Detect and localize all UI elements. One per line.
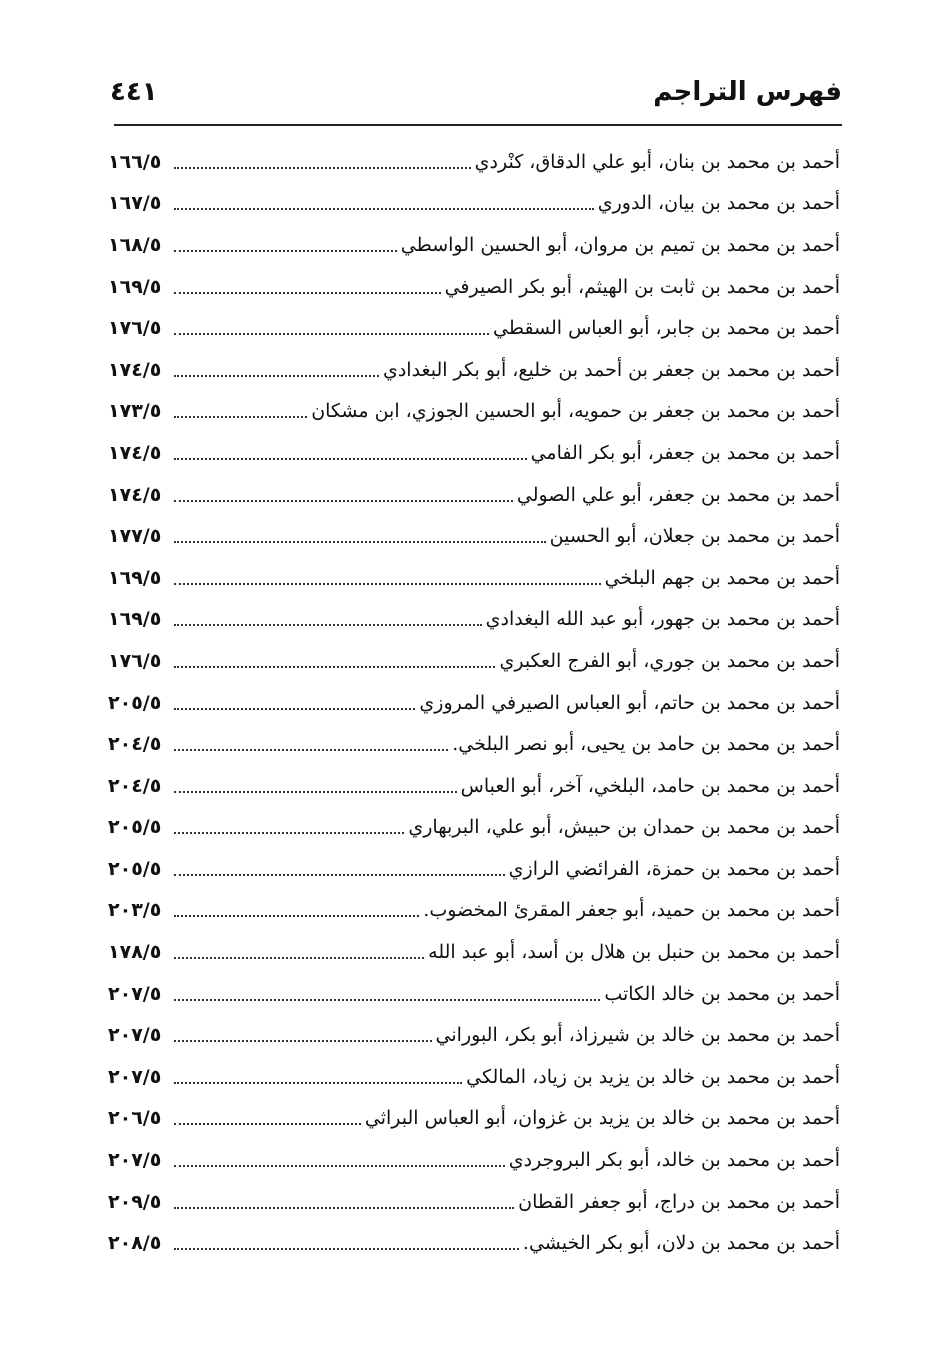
index-entry — [108, 391, 840, 433]
entry-name: أحمد بن محمد بن خالد بن يزيد بن زياد، المالكي — [466, 1065, 840, 1088]
dot-leader — [174, 208, 594, 210]
entry-page-reference: ٢٠٧/٥ — [108, 1024, 162, 1047]
index-entry — [108, 1222, 840, 1264]
dot-leader — [174, 708, 415, 710]
entry-page-reference: ١٧٣/٥ — [108, 400, 162, 423]
index-entry — [108, 807, 840, 849]
entry-name: أحمد بن محمد بن دراج، أبو جعفر القطان — [518, 1190, 840, 1213]
dot-leader — [174, 957, 424, 959]
entry-page-reference: ٢٠٧/٥ — [108, 1065, 162, 1088]
dot-leader — [174, 791, 457, 793]
dot-leader — [174, 666, 495, 668]
entry-name: أحمد بن محمد بن جعفر بن أحمد بن خليع، أبو بكر البغدادي — [382, 358, 840, 381]
entry-page-reference: ١٦٨/٥ — [108, 233, 162, 256]
entry-name: أحمد بن محمد بن تميم بن مروان، أبو الحسين الواسطي — [400, 233, 840, 256]
entry-name: أحمد بن محمد بن جابر، أبو العباس السقطي — [493, 317, 840, 340]
dot-leader — [174, 375, 379, 377]
entry-page-reference: ١٧٤/٥ — [108, 483, 162, 506]
index-entry — [108, 682, 840, 724]
entry-name: أحمد بن محمد بن جوري، أبو الفرج العكبري — [499, 649, 840, 672]
page-header — [110, 72, 842, 112]
dot-leader — [174, 500, 513, 502]
dot-leader — [174, 167, 471, 169]
index-entry — [108, 1181, 840, 1223]
entry-page-reference: ٢٠٤/٥ — [108, 733, 162, 756]
dot-leader — [174, 1082, 462, 1084]
entry-page-reference: ٢٠٦/٥ — [108, 1107, 162, 1130]
index-entry — [108, 931, 840, 973]
entry-name: أحمد بن محمد بن ثابت بن الهيثم، أبو بكر الصيرفي — [444, 275, 840, 298]
header-rule — [114, 124, 842, 126]
entry-name: أحمد بن محمد بن حامد، البلخي، آخر، أبو العباس — [460, 774, 840, 797]
entry-page-reference: ٢٠٥/٥ — [108, 816, 162, 839]
entry-page-reference: ٢٠٩/٥ — [108, 1190, 162, 1213]
running-title: فهرس التراجم — [653, 77, 842, 107]
index-entry — [108, 765, 840, 807]
entry-name: أحمد بن محمد بن حنبل بن هلال بن أسد، أبو عبد الله — [428, 941, 840, 964]
index-entry — [108, 141, 840, 183]
dot-leader — [174, 832, 404, 834]
dot-leader — [174, 915, 419, 917]
entry-name: أحمد بن محمد بن جعفر، أبو بكر الفامي — [530, 441, 840, 464]
index-entry — [108, 973, 840, 1015]
index-entry — [108, 432, 840, 474]
index-entry — [108, 266, 840, 308]
entry-name: أحمد بن محمد بن بنان، أبو علي الدقاق، كنْردي — [474, 150, 840, 173]
entry-name: أحمد بن محمد بن جعفر بن حمويه، أبو الحسين الجوزي، ابن مشكان — [311, 400, 840, 423]
entry-name: أحمد بن محمد بن خالد الكاتب — [604, 982, 840, 1005]
index-entry — [108, 474, 840, 516]
entry-page-reference: ١٧٨/٥ — [108, 941, 162, 964]
entry-page-reference: ٢٠٤/٥ — [108, 774, 162, 797]
entry-page-reference: ١٧٤/٥ — [108, 441, 162, 464]
dot-leader — [174, 874, 505, 876]
entry-name: أحمد بن محمد بن خالد بن شيرزاذ، أبو بكر، البوراني — [435, 1024, 840, 1047]
entry-page-reference: ١٧٧/٥ — [108, 525, 162, 548]
dot-leader — [174, 1040, 432, 1042]
entry-page-reference: ١٦٧/٥ — [108, 192, 162, 215]
entry-page-reference: ٢٠٧/٥ — [108, 982, 162, 1005]
dot-leader — [174, 999, 600, 1001]
entry-page-reference: ١٦٩/٥ — [108, 608, 162, 631]
entry-page-reference: ١٦٩/٥ — [108, 566, 162, 589]
dot-leader — [174, 1123, 361, 1125]
dot-leader — [174, 333, 489, 335]
index-entries — [108, 141, 840, 1264]
entry-name: أحمد بن محمد بن حمدان بن حبيش، أبو علي، البربهاري — [408, 816, 840, 839]
entry-name: أحمد بن محمد بن حميد، أبو جعفر المقرئ المخضوب. — [423, 899, 840, 922]
entry-page-reference: ١٦٦/٥ — [108, 150, 162, 173]
index-entry — [108, 890, 840, 932]
entry-page-reference: ٢٠٧/٥ — [108, 1149, 162, 1172]
entry-name: أحمد بن محمد بن بيان، الدوري — [597, 192, 840, 215]
entry-name: أحمد بن محمد بن حاتم، أبو العباس الصيرفي المروزي — [419, 691, 840, 714]
entry-name: أحمد بن محمد بن خالد بن يزيد بن غزوان، أبو العباس البراثي — [364, 1107, 840, 1130]
index-entry — [108, 1056, 840, 1098]
dot-leader — [174, 416, 307, 418]
dot-leader — [174, 541, 546, 543]
entry-name: أحمد بن محمد بن جهور، أبو عبد الله البغدادي — [485, 608, 840, 631]
entry-page-reference: ١٧٦/٥ — [108, 317, 162, 340]
index-entry — [108, 224, 840, 266]
index-entry — [108, 1014, 840, 1056]
entry-name: أحمد بن محمد بن خالد، أبو بكر البروجردي — [508, 1149, 840, 1172]
entry-name: أحمد بن محمد بن جعلان، أبو الحسين — [549, 525, 840, 548]
index-entry — [108, 1098, 840, 1140]
entry-page-reference: ٢٠٣/٥ — [108, 899, 162, 922]
page-number: ٤٤١ — [110, 77, 158, 107]
index-entry — [108, 848, 840, 890]
entry-page-reference: ٢٠٨/٥ — [108, 1232, 162, 1255]
dot-leader — [174, 1248, 519, 1250]
entry-name: أحمد بن محمد بن حمزة، الفرائضي الرازي — [508, 857, 840, 880]
entry-page-reference: ١٧٤/٥ — [108, 358, 162, 381]
entry-page-reference: ٢٠٥/٥ — [108, 857, 162, 880]
dot-leader — [174, 1207, 514, 1209]
entry-page-reference: ١٧٦/٥ — [108, 649, 162, 672]
index-entry — [108, 640, 840, 682]
entry-name: أحمد بن محمد بن حامد بن يحيى، أبو نصر البلخي. — [452, 733, 840, 756]
dot-leader — [174, 624, 482, 626]
index-entry — [108, 349, 840, 391]
entry-name: أحمد بن محمد بن جهم البلخي — [604, 566, 840, 589]
entry-page-reference: ١٦٩/٥ — [108, 275, 162, 298]
index-entry — [108, 1139, 840, 1181]
dot-leader — [174, 292, 441, 294]
index-entry — [108, 599, 840, 641]
entry-page-reference: ٢٠٥/٥ — [108, 691, 162, 714]
index-entry — [108, 183, 840, 225]
index-entry — [108, 515, 840, 557]
index-entry — [108, 557, 840, 599]
dot-leader — [174, 583, 601, 585]
dot-leader — [174, 250, 397, 252]
dot-leader — [174, 749, 448, 751]
entry-name: أحمد بن محمد بن جعفر، أبو علي الصولي — [516, 483, 840, 506]
index-entry — [108, 723, 840, 765]
entry-name: أحمد بن محمد بن دلان، أبو بكر الخيشي. — [522, 1232, 840, 1255]
dot-leader — [174, 458, 527, 460]
index-entry — [108, 307, 840, 349]
dot-leader — [174, 1165, 505, 1167]
